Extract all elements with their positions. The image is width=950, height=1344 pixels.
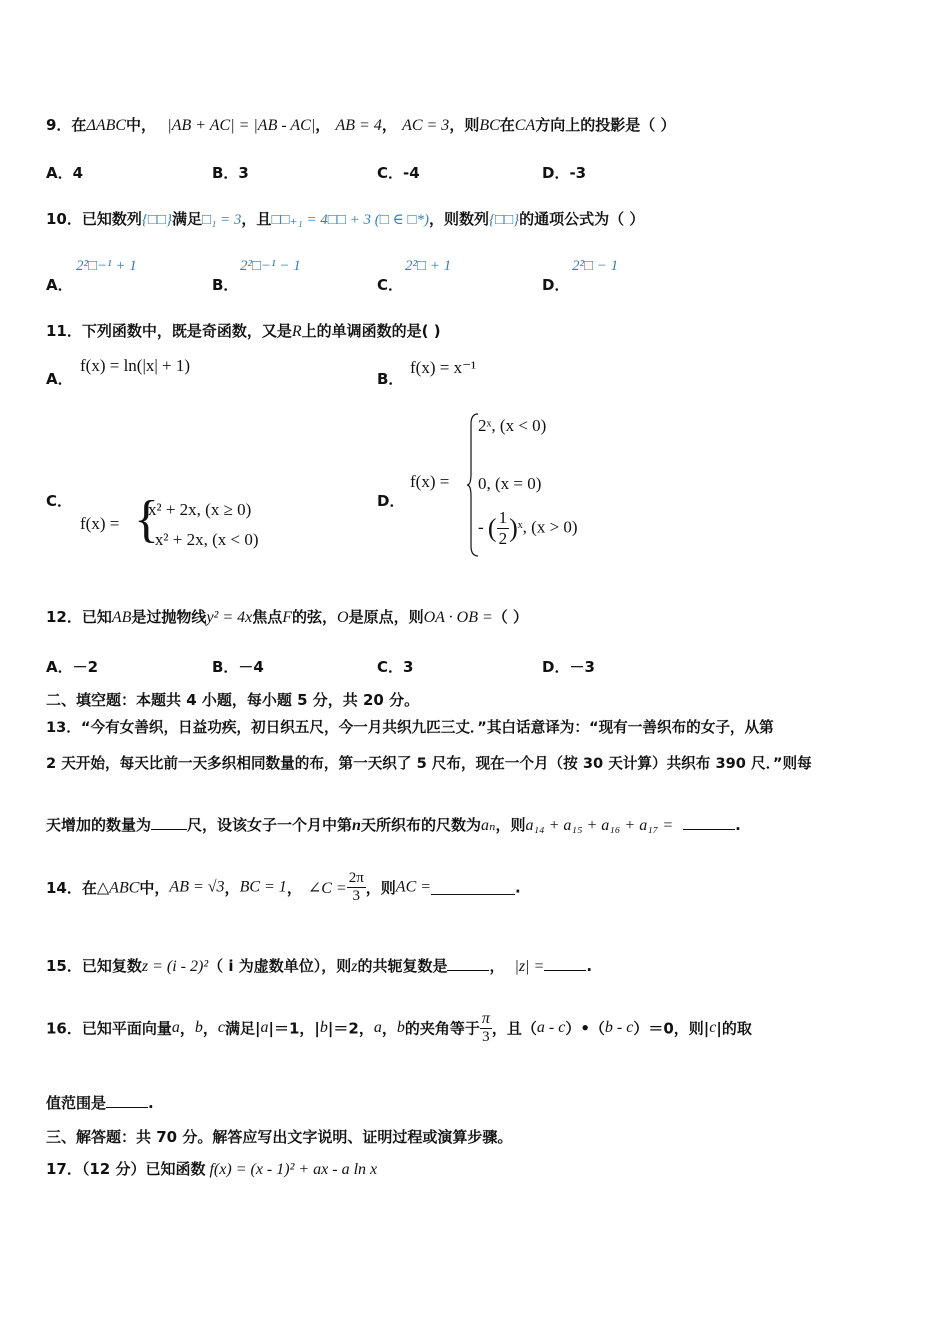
q14-blank[interactable] [431,880,515,895]
q16-stem: 16．已知平面向量a，b，c满足|a|＝1，|b|＝2，a，b的夹角等于 $\frac{\pi}{3}$ ，且（a - c）•（b - c）＝0，则|c|的取 [46,1010,752,1045]
q11-option-c-brace: { [134,491,159,548]
q14-stem: 14．在△ABC中，AB = √3，BC = 1， ∠C = $\frac{2\pi}{3}$ ，则AC = . [46,870,521,904]
q11-option-c-label: C． [46,492,73,510]
q10-option-d: 2²□ − 1 [572,258,619,274]
q10-option-c-label: C． [377,276,404,294]
q11-d-case3-tail: ˣ, (x > 0) [517,517,578,537]
q10-option-a: 2²□−¹ + 1 [76,258,137,274]
q10-option-b-label: B． [212,276,239,294]
q12-option-a: A．－2 [46,658,99,676]
q14-frac: $\frac{2\pi}{3}$ [348,870,364,904]
q11-d-minus: - [478,517,484,537]
section-2-heading: 二、填空题：本题共 4 小题，每小题 5 分，共 20 分。 [46,691,420,709]
q11-option-d-lhs: f(x) = [410,472,450,491]
q11-option-b-label: B． [377,370,404,388]
q11-option-d-case3: - ( $\frac{1}{2}$ )ˣ, (x > 0) [478,508,578,548]
q13-blank-2[interactable] [683,815,735,830]
q11-option-c-lhs: f(x) = [80,514,120,533]
q10-option-b: 2²□−¹ − 1 [240,258,301,274]
q16-blank[interactable] [106,1093,148,1108]
q17-stem: 17．（12 分）已知函数 f(x) = (x - 1)² + ax - a ln x [46,1160,378,1178]
q10-option-d-label: D． [542,276,570,294]
q11-option-c-case1: x² + 2x, (x ≥ 0) [148,500,252,519]
q9-stem: 9．在ΔABC中， |AB + AC| = |AB - AC|， AB = 4， AC = 3，则BC在CA方向上的投影是（ ） [46,116,676,134]
q15-blank-1[interactable] [447,956,489,971]
q11-option-c-case2: - x² + 2x, (x < 0) [145,530,259,549]
q13-line-1: 13．“今有女善织，日益功疾，初日织五尺，今一月共织九匹三丈．”其白话意译为：“现有一善织布的女子，从第 [46,719,774,736]
q11-option-d-case1: 2ˣ, (x < 0) [478,416,547,435]
q11-option-b: f(x) = x⁻¹ [410,358,477,377]
q16-frac: $\frac{\pi}{3}$ [481,1010,490,1045]
q12-option-c: C．3 [377,658,414,676]
q13-line-3: 天增加的数量为 尺，设该女子一个月中第n天所织布的尺数为aₙ，则a₁₄ + a₁₅ + a₁₆ + a₁₇ = . [46,816,741,834]
q9-option-b: B．3 [212,164,249,182]
q12-stem: 12．已知AB是过抛物线y² = 4x焦点F的弦，O是原点，则OA · OB =（ ） [46,608,529,626]
q10-option-c: 2²□ + 1 [405,258,452,274]
q13-blank-1[interactable] [151,815,187,830]
q11-stem: 11．下列函数中，既是奇函数，又是R上的单调函数的是( ) [46,322,441,340]
q11-option-d-case2: 0, (x = 0) [478,474,542,493]
q10-stem: 10．已知数列{□□}满足□₁ = 3，且□□₊₁ = 4□□ + 3 (□ ∈ □*)，则数列{□□}的通项公式为（ ） [46,210,645,228]
q13-line-2: 2 天开始，每天比前一天多织相同数量的布，第一天织了 5 尺布，现在一个月（按 30 天计算）共织布 390 尺．”则每 [46,755,812,772]
q11-option-a: f(x) = ln(|x| + 1) [80,356,191,375]
q9-option-a: A．4 [46,164,84,182]
q11-d-frac: $\frac{1}{2}$ [498,508,508,548]
q12-option-d: D．－3 [542,658,595,676]
section-3-heading: 三、解答题：共 70 分。解答应写出文字说明、证明过程或演算步骤。 [46,1128,513,1146]
q9-option-c: C．-4 [377,164,420,182]
q12-option-b: B．－4 [212,658,264,676]
q16-line-2: 值范围是 . [46,1094,154,1112]
q10-option-a-label: A． [46,276,73,294]
q11-option-a-label: A． [46,370,73,388]
q15-stem: 15．已知复数z = (i - 2)²（ i 为虚数单位），则z的共轭复数是 ， |z| = . [46,957,593,975]
q11-option-d-label: D． [377,492,405,510]
q9-option-d: D．-3 [542,164,587,182]
q15-blank-2[interactable] [544,956,586,971]
